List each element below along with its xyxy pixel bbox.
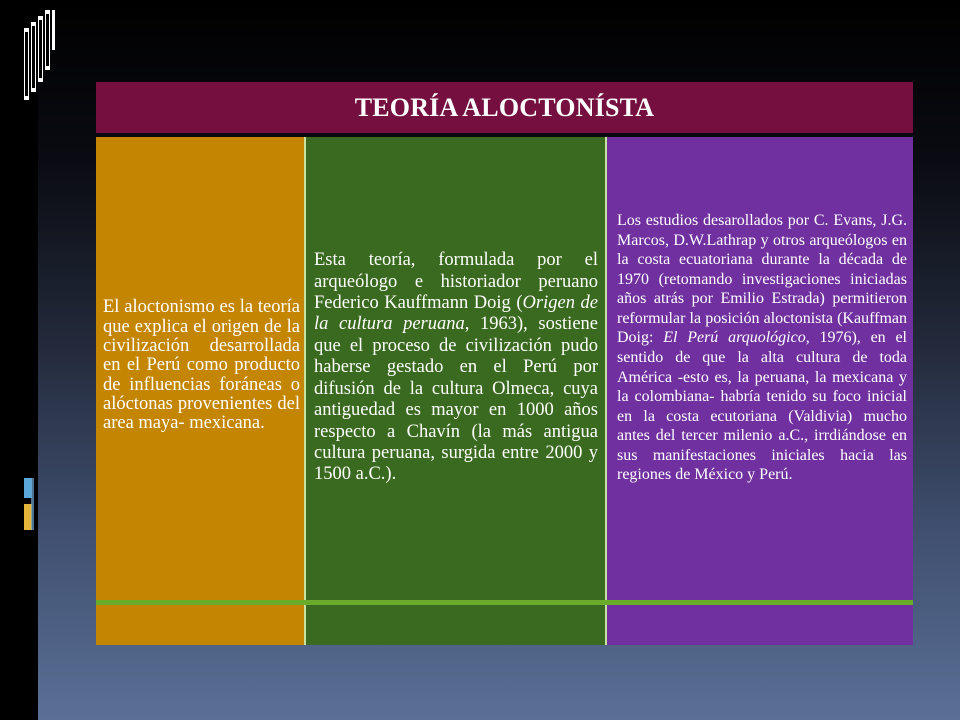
green-divider-bar (96, 600, 913, 605)
column-definition (96, 137, 306, 645)
slide-title: TEORÍA ALOCTONÍSTA (354, 92, 655, 122)
kauffmann-text: Esta teoría, formulada por el arqueólogo e historiador peruano Federico Kauffmann Doig (Origen de la cultura peruana, 1963), sostiene que el proceso de civilización pudo haberse gestado en el Perú por difusión de la cultura Olmeca, cuya antiguedad es mayor en 1000 años respecto a Chavín (la más antigua cultura peruana, surgida entre 2000 y 1500 a.C.). (314, 250, 599, 485)
left-black-strip (0, 0, 38, 720)
table-title-bar (96, 82, 913, 133)
column-kauffmann-theory (306, 137, 607, 645)
ecuador-studies-text: Los estudios desarollados por C. Evans, J.G. Marcos, D.W.Lathrap y otros arqueólogos en la costa ecuatoriana durante la década de 1970 (retomando investigaciones iniciadas años atrás por Emilio Estrada) permitieron reformular la posición aloctonista (Kauffman Doig: El Perú arquológico, 1976), en el sentido de que la alta cultura de toda América -esto es, la peruana, la mexicana y la colombiana- habría tenido su foco inicial en la costa ecutoriana (Valdivia) mucho antes del tercer milenio a.C., irrdiándose en sus manifestaciones iniciales hacia las regiones de México y Perú. (617, 212, 907, 484)
document-stack-icon (22, 10, 56, 100)
theory-table (96, 82, 913, 645)
accent-line (31, 478, 34, 530)
column-ecuador-studies (607, 137, 913, 645)
definition-text: El aloctonismo es la teoría que explica el origen de la civilización desarrollada en el Perú como producto de influencias foráneas o alóctonas provenientes del area maya- mexicana. (103, 297, 300, 434)
